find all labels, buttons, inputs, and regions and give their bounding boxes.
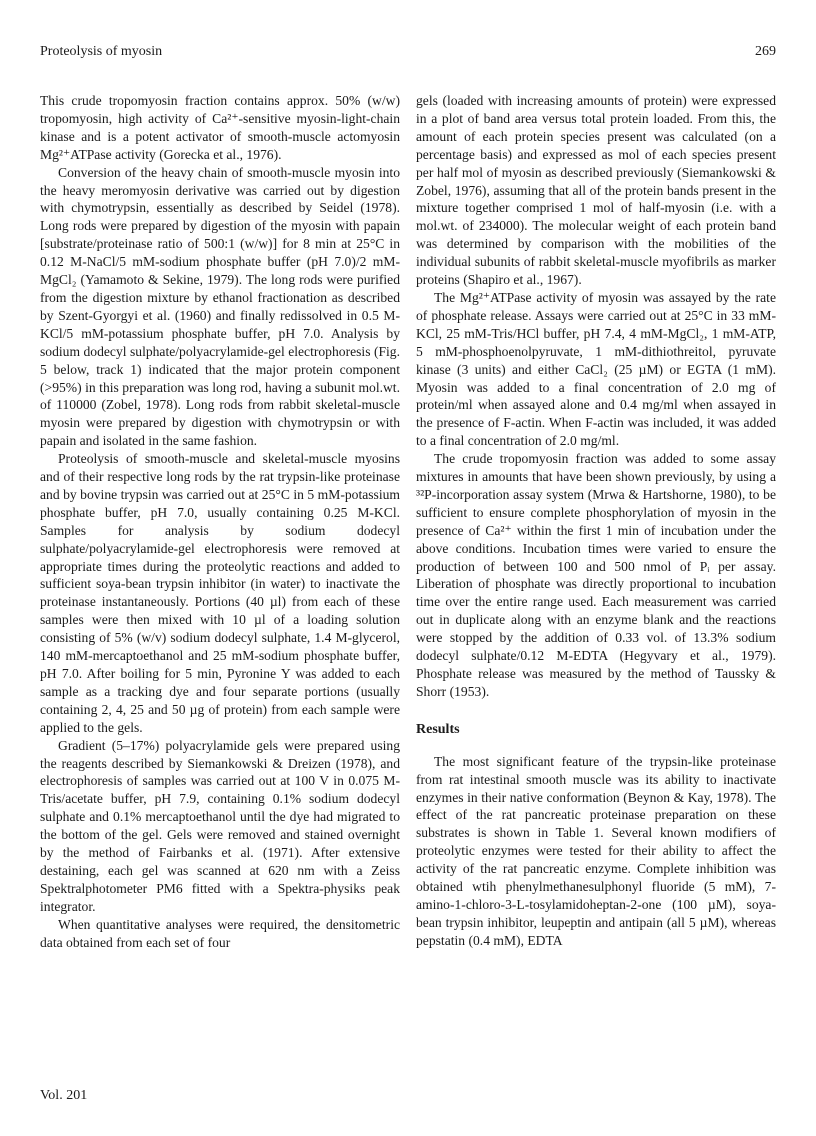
volume-footer: Vol. 201 (40, 1088, 88, 1103)
paragraph: The most significant feature of the trypsin-like proteinase from rat intestinal smooth muscle was its ability to inactivate enzymes in their native conformation (Beynon & Kay, 1978). The effect of the rat pancreatic proteinase preparation on these substrates is shown in Table 1. Several known modifiers of proteolytic enzymes were tested for their ability to affect the activity of the rat pancreatic enzyme. Complete inhibition was obtained wtih phenylmethanesulphonyl fluoride (5 mM), 7-amino-1-chloro-3-L-tosylamidoheptan-2-one (100 µM), soya-bean trypsin inhibitor, leupeptin and antipain (all 5 µM), whereas pepstatin (0.4 mM), EDTA (416, 753, 776, 948)
paragraph: This crude tropomyosin fraction contains approx. 50% (w/w) tropomyosin, high activity of Ca²⁺-sensitive myosin-light-chain kinase and is a potent activator of smooth-muscle actomyosin Mg²⁺ATPase activity (Gorecka et al., 1976). (40, 93, 400, 162)
section-heading-results: Results (416, 721, 460, 737)
left-column (40, 92, 400, 952)
paragraph: Conversion of the heavy chain of smooth-muscle myosin into the heavy meromyosin derivative was carried out by digestion with chymotrypsin, essentially as described by Seidel (1978). Long rods were prepared by digestion of the myosin with papain [substrate/proteinase ratio of 500:1 (w/w)] for 8 min at 25°C in 0.12 M-NaCl/5 mM-sodium phosphate buffer (pH 7.0)/2 mM-MgCl₂ (Yamamoto & Sekine, 1979). The long rods were purified from the digestion mixture by ethanol fractionation as described by Szent-Gyorgyi et al. (1960) and finally redissolved in 0.5 M-KCl/5 mM-potassium phosphate buffer, pH 7.0. Analysis by sodium dodecyl sulphate/polyacrylamide-gel electrophoresis (Fig. 5 below, track 1) indicated that the major protein component (>95%) in this preparation was long rod, having a subunit mol.wt. of 110000 (Zobel, 1978). Long rods from rabbit skeletal-muscle myosin were prepared by digestion with chymotrypsin or with papain and isolated in the same fashion. (40, 164, 400, 449)
page-number: 269 (755, 44, 776, 59)
paragraph: gels (loaded with increasing amounts of protein) were expressed in a plot of band area versus total protein loaded. From this, the amount of each protein species present was calculated (on a percentage basis) and expressed as mol of each species present per half mol of myosin as described previously (Siemankowski & Zobel, 1976), assuming that all of the protein bands present in the mixture together comprised 1 mol of half-myosin (i.e. with a mol.wt. of 234000). The molecular weight of each protein band was determined by comparison with the mobilities of the individual subunits of rabbit skeletal-muscle myofibrils as marker proteins (Shapiro et al., 1967). (416, 93, 776, 288)
paragraph: The Mg²⁺ATPase activity of myosin was assayed by the rate of phosphate release. Assays were carried out at 25°C in 33 mM-KCl, 25 mM-Tris/HCl buffer, pH 7.4, 4 mM-MgCl₂, 1 mM-ATP, 5 mM-phosphoenolpyruvate, 1 mM-dithiothreitol, pyruvate kinase (3 units) and either CaCl₂ (25 µM) or EGTA (1 mM). Myosin was added to a final concentration of 2.0 mg of protein/ml when assayed alone and 0.4 mg/ml when assayed in the presence of F-actin. When F-actin was included, it was added to a final concentration of 2.0 mg/ml. (416, 289, 776, 449)
paragraph: Proteolysis of smooth-muscle and skeletal-muscle myosins and of their respective long rods by the rat trypsin-like proteinase and by bovine trypsin was carried out at 25°C in 5 mM-potassium phosphate buffer, pH 7.0, usually containing 0.25 M-KCl. Samples for analysis by sodium dodecyl sulphate/polyacrylamide-gel electrophoresis were removed at appropriate times during the proteolytic reactions and added to sufficient soya-bean trypsin inhibitor (in water) to inactivate the proteinase instantaneously. Portions (40 µl) from each of these samples were then mixed with 10 µl of a loading solution consisting of 5% (w/v) sodium dodecyl sulphate, 1.4 M-glycerol, 140 mM-mercaptoethanol and 25 mM-sodium phosphate buffer, pH 7.0. After boiling for 5 min, Pyronine Y was added to each sample as a tracking dye and four separate portions (usually containing 2, 4, 25 and 50 µg of protein) from each sample were applied to the gels. (40, 451, 400, 735)
paragraph: When quantitative analyses were required, the densitometric data obtained from each set of four (40, 916, 400, 950)
paragraph: Gradient (5–17%) polyacrylamide gels were prepared using the reagents described by Siemankowski & Dreizen (1978), and electrophoresis of samples was carried out at 100 V in 0.075 M-Tris/acetate buffer, pH 7.9, containing 0.1% sodium dodecyl sulphate and 0.1% mercaptoethanol until the dye had migrated to the bottom of the gel. Gels were removed and stained overnight by the method of Fairbanks et al. (1971). After extensive destaining, each gel was scanned at 620 nm with a Zeiss Spektralphotometer PM6 fitted with a Spektra-physiks peak integrator. (40, 737, 400, 914)
paragraph: The crude tropomyosin fraction was added to some assay mixtures in amounts that have been shown previously, by using a ³²P-incorporation assay system (Mrwa & Hartshorne, 1980), to be sufficient to ensure complete phosphorylation of myosin in the presence of Ca²⁺ within the first 1 min of incubation under the above conditions. Incubation times were varied to ensure the production of between 100 and 500 nmol of Pᵢ per assay. Liberation of phosphate was directly proportional to incubation time over the entire range used. Each measurement was carried out in duplicate along with an enzyme blank and the reactions were stopped by the addition of 0.33 vol. of 13.3% sodium dodecyl sulphate/0.12 M-EDTA (Hegyvary et al., 1979). Phosphate release was measured by the method of Taussky & Shorr (1953). (416, 451, 776, 699)
right-column (416, 92, 776, 950)
running-title: Proteolysis of myosin (40, 44, 163, 59)
running-header (40, 44, 776, 64)
